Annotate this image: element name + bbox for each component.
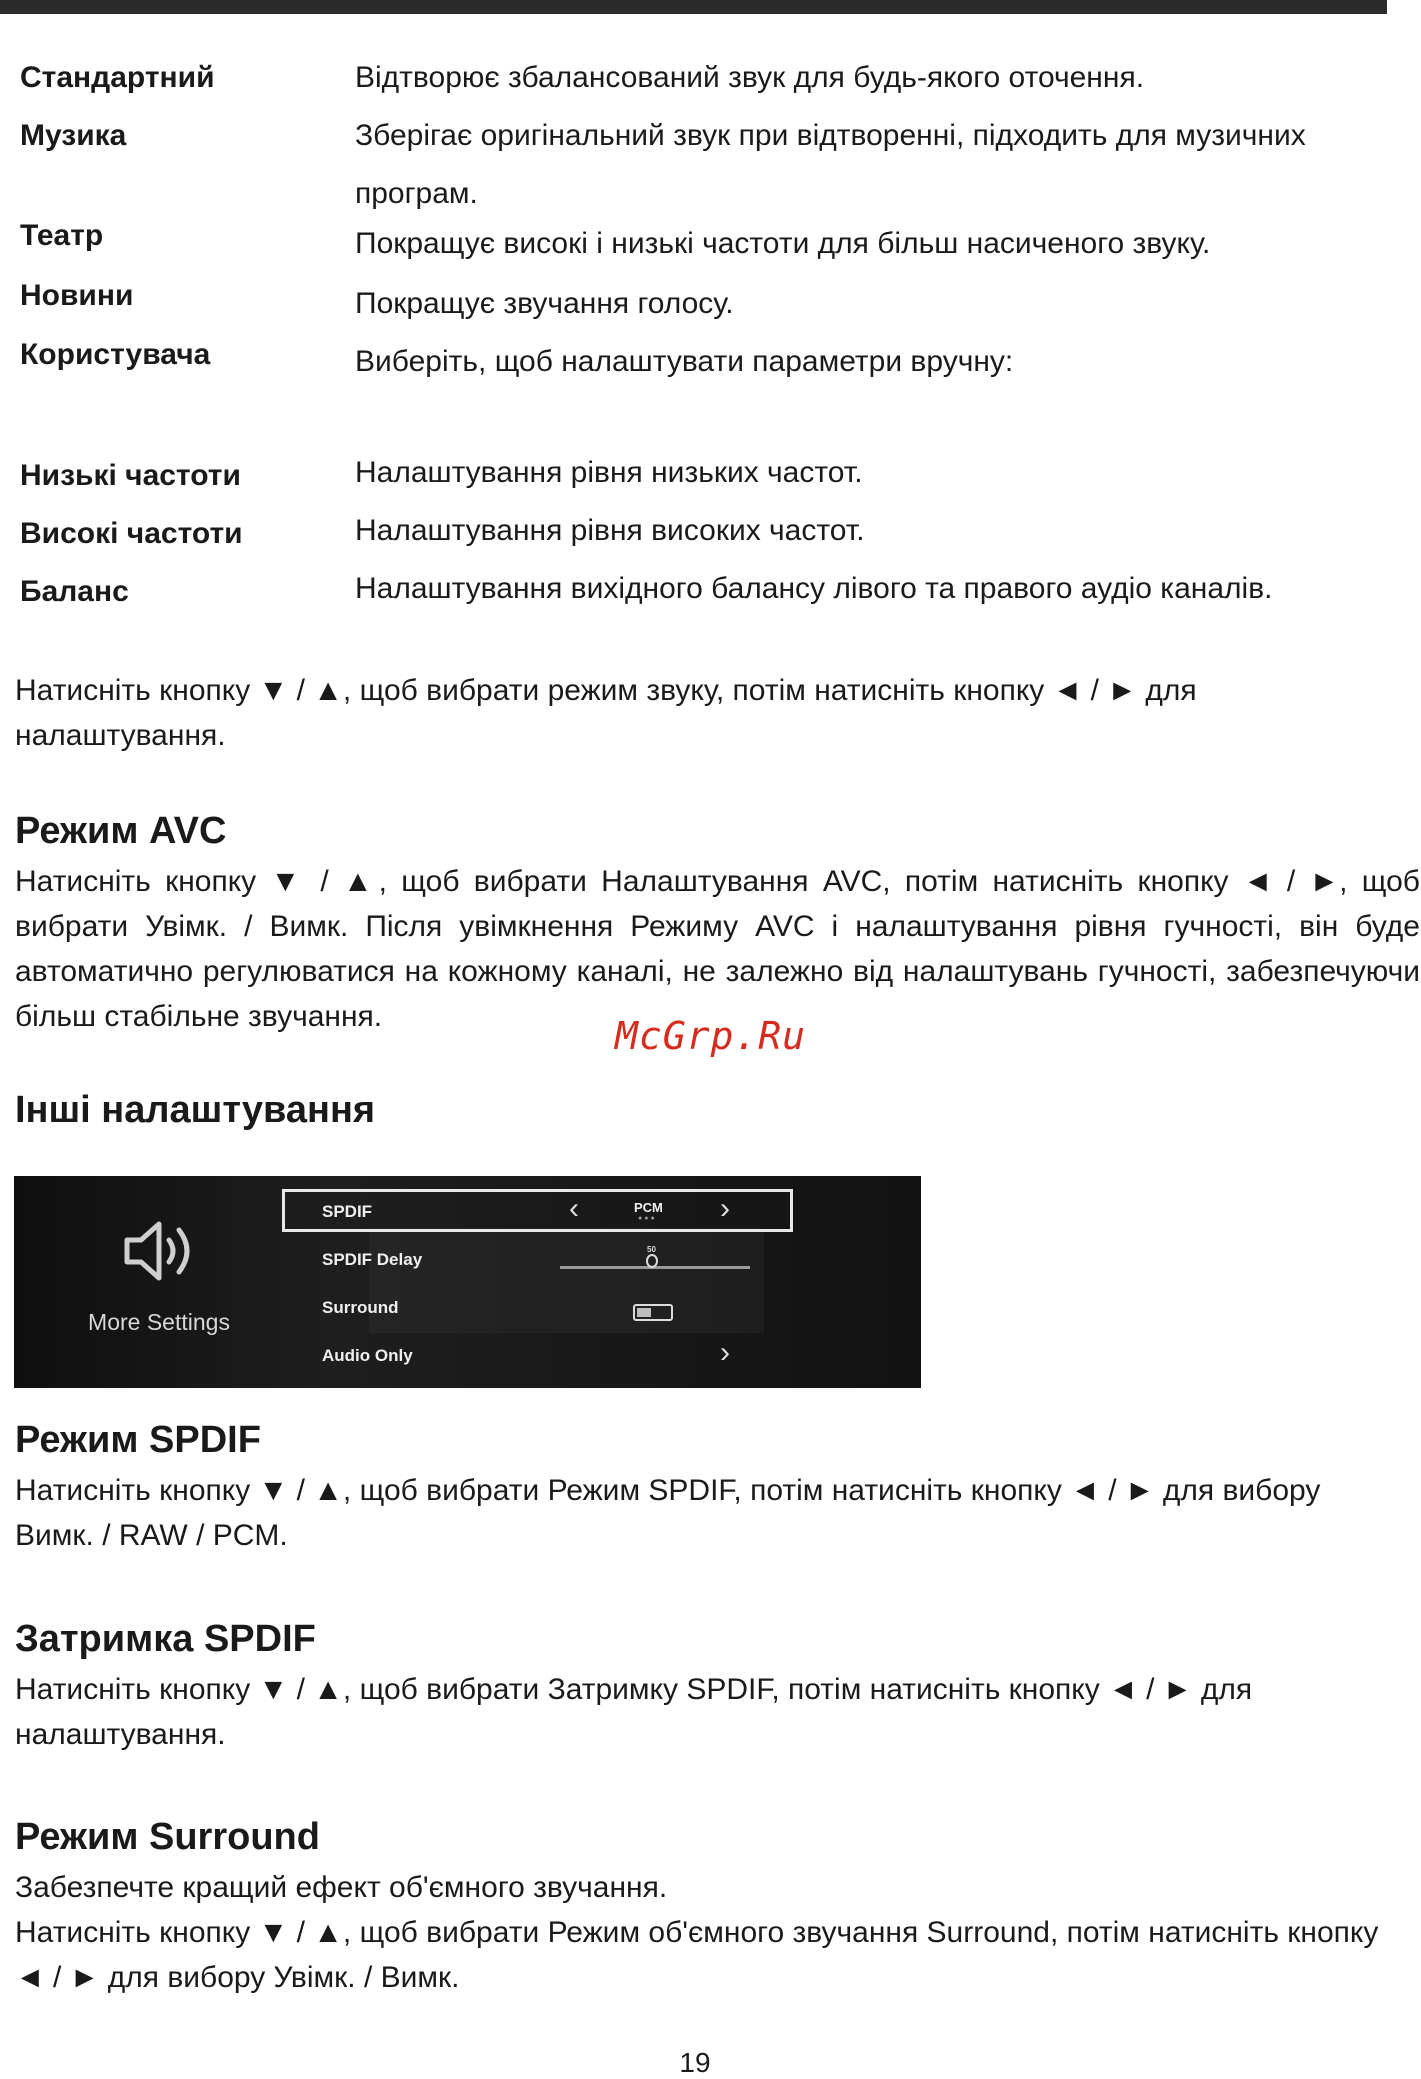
definition-desc: Виберіть, щоб налаштувати параметри вручну: — [355, 345, 1014, 378]
avc-heading: Режим AVC — [15, 810, 227, 852]
chevron-right-icon[interactable]: › — [720, 1336, 730, 1369]
speaker-icon — [119, 1216, 199, 1286]
spdif-value: PCM — [634, 1200, 663, 1215]
chevron-left-icon[interactable]: ‹ — [569, 1192, 579, 1225]
spdif-delay-text: Натисніть кнопку ▼ / ▲, щоб вибрати Затримку SPDIF, потім натисніть кнопку ◄ / ► для налаштування. — [15, 1673, 1253, 1751]
definition-desc: Зберігає оригінальний звук при відтворенні, підходить для музичних програм. — [355, 119, 1306, 210]
definition-desc: Відтворює збалансований звук для будь-якого оточення. — [355, 61, 1145, 94]
definition-term: Театр — [20, 219, 104, 252]
tv-menu-side — [14, 1176, 284, 1388]
watermark: McGrp.Ru — [615, 1014, 807, 1058]
tv-item-spdif[interactable]: SPDIF — [322, 1202, 373, 1221]
tv-value-panel — [369, 1228, 764, 1333]
tv-item-spdif-delay[interactable]: SPDIF Delay — [322, 1250, 423, 1269]
definition-desc: Налаштування рівня низьких частот. — [355, 456, 863, 489]
surround-heading: Режим Surround — [15, 1816, 320, 1858]
definition-desc: Налаштування рівня високих частот. — [355, 514, 865, 547]
definition-term: Музика — [20, 119, 127, 152]
chevron-right-icon[interactable]: › — [720, 1192, 730, 1225]
tv-menu-title: More Settings — [88, 1309, 230, 1335]
spdif-text: Натисніть кнопку ▼ / ▲, щоб вибрати Режим SPDIF, потім натисніть кнопку ◄ / ► для вибору Вимк. / RAW / PCM. — [15, 1474, 1321, 1552]
surround-toggle[interactable] — [633, 1304, 673, 1321]
top-border — [0, 0, 1387, 14]
option-dots-icon: ●●● — [638, 1215, 657, 1222]
definition-desc: Покращує звучання голосу. — [355, 287, 734, 320]
definition-term: Новини — [20, 279, 134, 312]
surround-text-1: Забезпечте кращий ефект об'ємного звучання. — [15, 1871, 668, 1904]
definition-desc: Налаштування вихідного балансу лівого та правого аудіо каналів. — [355, 572, 1273, 605]
definition-term: Високі частоти — [20, 517, 243, 550]
definition-desc: Покращує високі і низькі частоти для більш насиченого звуку. — [355, 227, 1211, 260]
slider-knob[interactable] — [646, 1254, 658, 1268]
tv-item-audio-only[interactable]: Audio Only — [322, 1346, 413, 1365]
other-settings-heading: Інші налаштування — [15, 1089, 376, 1131]
tv-menu-screenshot — [14, 1176, 921, 1388]
toggle-thumb — [637, 1308, 651, 1317]
tv-item-surround[interactable]: Surround — [322, 1298, 399, 1317]
definition-term: Стандартний — [20, 61, 215, 94]
surround-text-2: Натисніть кнопку ▼ / ▲, щоб вибрати Режим об'ємного звучання Surround, потім натисніть кнопку ◄ / ► для вибору Увімк. / Вимк. — [15, 1916, 1379, 1994]
spdif-delay-value: 50 — [647, 1245, 656, 1254]
page-number: 19 — [679, 2047, 711, 2078]
spdif-heading: Режим SPDIF — [15, 1419, 261, 1461]
avc-text: Натисніть кнопку ▼ / ▲, щоб вибрати Налаштування AVC, потім натисніть кнопку ◄ / ►, щоб вибрати Увімк. / Вимк. Після увімкнення Режиму AVC і налаштування рівня гучності, він буде автоматично регулюватися на кожному каналі, не залежно від налаштувань гучності, забезпечуючи більш стабільне звучання. — [15, 865, 1420, 1033]
sound-mode-note: Натисніть кнопку ▼ / ▲, щоб вибрати режим звуку, потім натисніть кнопку ◄ / ► для налаштування. — [15, 674, 1197, 752]
definition-term: Баланс — [20, 575, 129, 608]
definition-term: Користувача — [20, 338, 211, 371]
spdif-delay-heading: Затримка SPDIF — [15, 1618, 316, 1660]
definition-term: Низькі частоти — [20, 459, 241, 492]
